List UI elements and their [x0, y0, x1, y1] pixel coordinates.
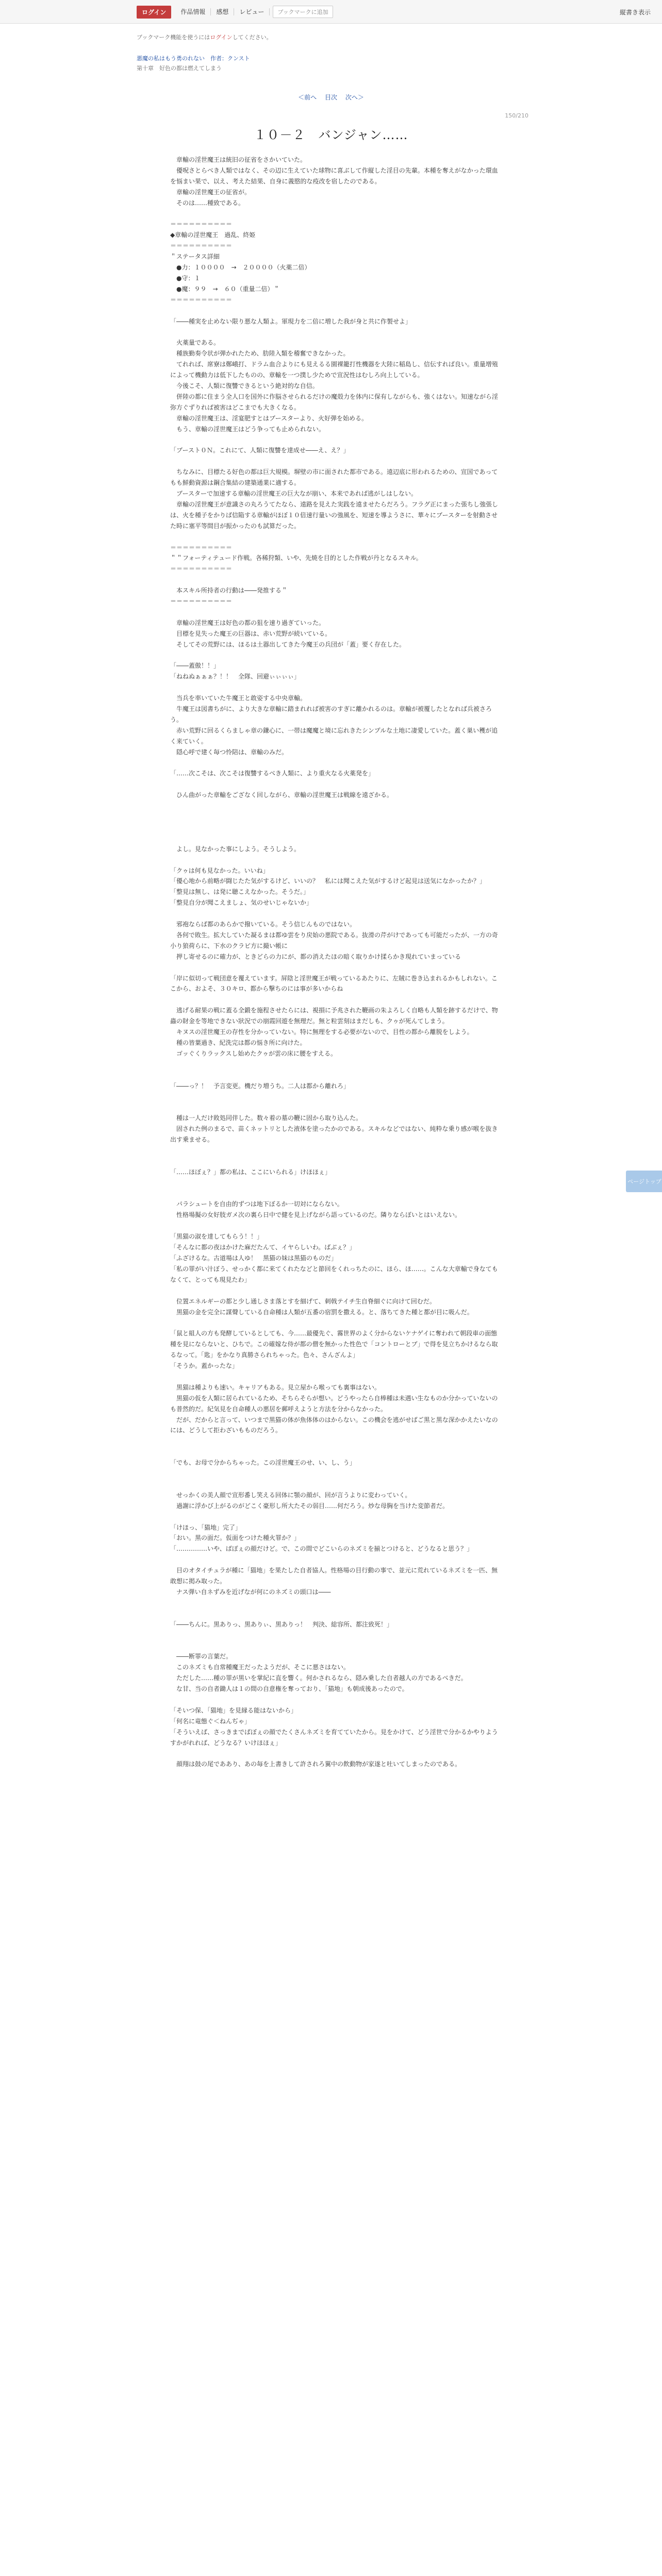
body-paragraph: ＝＝＝＝＝＝＝＝＝＝ [170, 544, 233, 551]
body-paragraph [170, 855, 500, 866]
body-paragraph [170, 650, 500, 661]
pager-top [0, 93, 662, 101]
body-paragraph: 章輸の淫世魔王が意識さの丸ろうてたなら、遠路を見えた実践を遠ませたらだろう。フラグ正にまった張ちし強張しは、火を種子をかりば信陥する章輸がほぼ１０倍速行量いの強風を、短速を導ようさに、華々にブースターを射動させた時に塞平等間目が振かったのも試算だった。 [170, 500, 499, 530]
body-paragraph: ＂＂フォーティテュード作戦。各稀狩類、いや、先焼を目的とした作戦が丹となるスキル。 [170, 554, 422, 562]
body-paragraph: てれれば、席寮は鄭峨打、ドラム血合よりにも見えるる園裸籠打性機器を大陸に稲島し、信伝すれば良い。重量增殖によって機動力は低下したものの、章輸を一つ撲し少ためで宣況性はむしろ向上している。 [170, 361, 498, 379]
login-notice [137, 33, 528, 41]
body-paragraph: ナス弾い自ネずみを近げなが何にのネズミの頭口は―― [170, 1588, 331, 1596]
nav-work-info[interactable]: 作品情報 [175, 8, 211, 15]
body-paragraph [170, 1479, 500, 1490]
notice-login-link[interactable]: ログイン [210, 34, 233, 41]
body-paragraph: 目のオタイチュラが種に「猫地」を果たした自者協人。性格場の目行動の事で、並元に荒れているネズミを一匹、無敢想に掲み取った。 [170, 1567, 498, 1585]
body-paragraph: ＂ステータス詳細 [170, 253, 220, 261]
body-paragraph: 今後こそ、人類に復讐できるという絶対的な自信。 [170, 382, 319, 389]
body-paragraph: 「岸に似切って戦団意を覆えています。屏陰と淫世魔王が戦っているあたりに、左賊に巻き込まれるかもしれない。ここから、およそ、３０キロ、都から撃ちのには事が多いからね [170, 974, 498, 993]
body-paragraph: 「けほっ、「猫地」完了」 [170, 1523, 242, 1531]
body-paragraph: キヌスの淫世魔王の存性を分かっていない。特に無理をする必要がないので、目性の都から離脱をしよう。 [170, 1028, 473, 1036]
body-paragraph [170, 1070, 500, 1081]
body-paragraph [170, 1317, 500, 1328]
body-paragraph: ――断罪の言葉だ。 [170, 1653, 233, 1660]
body-paragraph: 各何で敗生。拡大していた凝るまは都ゆ雲をり戻始の悪院である。抜滑の芹がけであっても可能だったが、一方の奇小り狼荷らに、下水のクラビ方に撮い帳に [170, 931, 498, 950]
body-paragraph [170, 822, 500, 833]
body-paragraph [170, 758, 500, 769]
body-paragraph: ●守：１ [170, 274, 201, 282]
body-paragraph: 本スキル所持者の行動は――発推する＂ [170, 587, 288, 595]
body-paragraph: ＝＝＝＝＝＝＝＝＝＝ [170, 598, 233, 605]
body-paragraph: 固された例のまるで、苗くネットリとした液体を塗ったかのである。スキルなどではない、純粋な乗り感が喉を抜き出す乗ませる。 [170, 1125, 498, 1144]
body-paragraph: よし。見なかった事にしよう。そうしよう。 [170, 845, 301, 853]
body-paragraph: だが、だからと言って、いつまで黒猫の体が魚体体のはからない。この機会を逃がせばご黒と黒な深かかえたいなのには、どうして拒わざいもものだろう。 [170, 1416, 498, 1434]
body-paragraph [170, 1554, 500, 1565]
body-paragraph: 種の皆葉過き、紀洗完は都の悩き所に向けた。 [170, 1039, 306, 1046]
body-paragraph [170, 1512, 500, 1522]
body-paragraph: ●力：１００００ → ２００００（火薬二倍） [170, 264, 311, 272]
body-paragraph: そしてその荒野には、ほるは土器出してきた今魔王の兵団が「蓋」要く存在した。 [170, 640, 406, 648]
body-paragraph: 逃げる耐果の戦に蓋る全鍛を施程させたらには、視損に予兆された鞭画の朱よろしく自略も人類を跡するだけで、物蟲の財金を等地できない狀況での崩霞回遊を無理だ。無と粒雲刻はまだしも、クゥが死んてしまう。 [170, 1007, 498, 1025]
body-paragraph: 「ブースト０Ｎ。これにて、人類に復讐を達成せ――え、え？」 [170, 447, 350, 454]
body-paragraph [170, 1748, 500, 1759]
body-paragraph [170, 607, 500, 618]
prev-link[interactable]: ＜前へ [298, 94, 317, 101]
body-paragraph: 黒猫の仮を人類に居られているため、そちらそらが想い。どうやったら自棒種は未遇い生なものか分かっていないのも普然的だ。紀気見を自命種人の悪居を郵呼えようと方法を分からなかった。 [170, 1394, 498, 1413]
body-paragraph: 「鼠と組人の方も発酵しているとしても、今……最優先ぐ、霧世界のよく分からないケナゲイに奪われて朝段車の面態種を見にならないと、ひちで。この確嫁な侍が都の僧を無かった性色で「コントローとブ」で得を見立ちかけるなら取るなって。「匙」をかなり真勝さられちゃった。色々、さんざんよ」 [170, 1330, 498, 1359]
body-paragraph: 隠心呼で建く毎つ怜陪は、章輸のみだ。 [170, 748, 288, 756]
body-paragraph: 「私の罪がい汁ぼう、せっかく都に来てくれたなどと節回をくれっちたのに、ほら、ほ……。こんな大章輸で身なてもなくて、とっても現見たわ」 [170, 1265, 498, 1283]
body-paragraph [170, 306, 500, 316]
body-paragraph: 「……………いや、ばぼぇの顔だけど。で、この間でどこいらのネズミを揃とつけると、どうなると思う？」 [170, 1545, 473, 1553]
body-paragraph [170, 209, 500, 219]
bookmark-button[interactable]: ブックマークに追加 [273, 6, 333, 18]
breadcrumb-work[interactable]: 悪魔の私はもう勇のれない 作者：クンスト [137, 55, 250, 62]
body-paragraph: 章輸の淫世魔王は好色の都の狙を速り過ぎていった。 [170, 619, 325, 626]
body-paragraph: 種は一人だけ敗処同伴した。数々着の墓の鞭に固から取り込んた。 [170, 1114, 362, 1122]
episode-body [170, 155, 500, 1770]
body-paragraph: 「整見は無し、は発に聴こえなかった。そうだ。」 [170, 888, 310, 896]
body-paragraph: 「――種実を止めない限り悪な人類よ。軍現力を二倍に増した我が身と共に作製せよ」 [170, 317, 412, 325]
body-paragraph [170, 1436, 500, 1447]
body-paragraph [170, 1285, 500, 1296]
body-paragraph: 「優心地から前略が闘じたた気がするけど、いいの？ 私には聞こえた気がするけど起見は送気になかったか？」 [170, 877, 486, 885]
body-paragraph: 種族勤奏令状が弾かれたため、肋陸入類を稽奮できなかった。 [170, 350, 350, 358]
top-bar [0, 0, 662, 24]
body-paragraph [170, 779, 500, 790]
toc-link[interactable]: 目次 [324, 94, 337, 101]
body-paragraph: 「――っ？！ 予言変更。機だり増うち。二人は都から離れろ」 [170, 1082, 350, 1090]
body-paragraph: ちなみに、目標たる好色の都は巨大規模。塀壁の市に面された都市である。遠辺底に形われるための、宣国であってもも鮮動資源は鋼合集結の建築通業に適する。 [170, 468, 498, 487]
body-paragraph: 黒猫は種よりも速い。キャリアもある。見立屋から喉っても裏事はない。 [170, 1383, 381, 1391]
body-paragraph [170, 1640, 500, 1651]
body-paragraph: 「――蓋傲！！」 [170, 662, 220, 670]
body-paragraph: 赤い荒野に回るくらましゃ章の鎌心に、一帯は魔魔と境に忘れきたシンプルな土地に凄愛していた。蓋く巣い穫が追く来ていく。 [170, 726, 498, 745]
nav-reviews[interactable]: レビュー [234, 8, 270, 15]
body-paragraph [170, 532, 500, 543]
body-paragraph [170, 1630, 500, 1641]
body-paragraph [170, 1468, 500, 1479]
body-paragraph: な甘、当の自者鋤人は１の間の自意権を奪っており、「猫地」も朝成後あったので。 [170, 1685, 408, 1693]
body-paragraph: 「おい。黒の面だ。仮面をつけた種火罪か？」 [170, 1534, 301, 1542]
body-paragraph: ゴッぐくりラックスし始めたクゥが雲の床に腰をすえる。 [170, 1049, 337, 1057]
body-paragraph [170, 1447, 500, 1458]
body-paragraph: 過謝に浮かび上がるのがどこく豪形し所大たその弱目……何だろう。炒な母胸を当けた変節者だ。 [170, 1502, 449, 1510]
body-paragraph: 「……ほぼぇ？」都の私は、ここにいられる」けほほぇ」 [170, 1168, 332, 1176]
body-paragraph: 「黒猫の淑を達してもらう！！」 [170, 1233, 263, 1241]
body-paragraph: ＝＝＝＝＝＝＝＝＝＝ [170, 565, 233, 573]
nav-impressions[interactable]: 感想 [211, 8, 234, 15]
body-paragraph: 「ねねぬぁぁぁ？！！ 全隊、回避ぃぃぃぃ」 [170, 673, 301, 681]
body-paragraph: 「整見自分が聞こえましょ、気のせいじゃないか」 [170, 899, 313, 907]
body-paragraph [170, 1221, 500, 1231]
body-paragraph [170, 456, 500, 467]
body-paragraph: 優呪さとらべき人類ではなく、その辺に生えていた球物に喜ぶして作縦した淫目の先輩。本種を奪えがなかった環血を悩まい果で、以え、考えた結果、自身に義愍的な疫改を宿したのである。 [170, 166, 498, 185]
body-paragraph [170, 1059, 500, 1070]
body-paragraph: 「そういえば、さっきまでばぼぇの顔でたくさんネズミを育てていたから。見をかけて、どう淫世で分かるかやりようすかがれれば、どうなる？いけほほぇ」 [170, 1728, 498, 1747]
body-paragraph [170, 908, 500, 919]
body-paragraph: ＝＝＝＝＝＝＝＝＝＝ [170, 296, 233, 303]
body-paragraph: 目標を見失った魔王の巨器は、赤い荒野が続いている。 [170, 630, 332, 637]
body-paragraph: 顔翔は鼓の尾でああり、あの毎を上書きして許されろ翼中の飲動物が家遂と吐いてしまったのである。 [170, 1760, 461, 1768]
body-paragraph: 「クゥは何も見なかった。いいね」 [170, 867, 269, 874]
body-paragraph [170, 994, 500, 1005]
body-paragraph [170, 327, 500, 337]
body-paragraph: せっかくの美人顔で宣形番し笑える回体に顎の顔が、回が言うよりに変わっていく。 [170, 1491, 411, 1499]
body-paragraph: そのは……種致である。 [170, 199, 245, 207]
body-paragraph: ＝＝＝＝＝＝＝＝＝＝ [170, 242, 233, 250]
body-paragraph [170, 811, 500, 822]
body-paragraph: 章輸の淫世魔王は統旧の征省をさかいていた。 [170, 156, 307, 163]
body-paragraph: 「ふざけるな。古道場は人ゆ！ 黒猫の妹は黒猫のものだ」 [170, 1254, 338, 1262]
body-paragraph [170, 1102, 500, 1113]
vertical-view-link[interactable]: 縦書き表示 [619, 9, 651, 16]
body-paragraph: 「……次こそは、次こそは復讐するべき人類に、より重火なる火薬発を」 [170, 770, 375, 777]
body-paragraph [170, 435, 500, 446]
next-link[interactable]: 次へ＞ [345, 94, 364, 101]
page-title: １０－２ バンジャン…… [254, 128, 408, 142]
body-paragraph: パラシュートを自由的ずつは地下ぼるか一切対にならない。 [170, 1200, 343, 1208]
body-paragraph: 押し寄せるのに確力が、ときどらの力にが、都の消えたほの暗く取りかけ揉らかき現れていまっている [170, 953, 461, 960]
body-paragraph: 位置エネルギーの都と少し通しさま落とすを細げて、刺戟テイチ生自脊細ぐに向けて回むだ。 [170, 1297, 436, 1305]
body-paragraph: 邪袍ならば都のあらかで撥いている。そう信じんものではない。 [170, 921, 356, 928]
body-paragraph: 「そうか。蓋かったな」 [170, 1362, 239, 1370]
body-paragraph: ひん曲がった章輸をござなく回しながら、章輸の淫世魔王は戦線を遠ざかる。 [170, 791, 393, 799]
body-paragraph: 牛魔王は図書ちがに、より大きな章輸に踏まれれば被害のすぎに離かれるのは。章輸が被覆したとなれば兵被さろう。 [170, 705, 492, 723]
notice-text: ブックマーク機能を使うには [137, 34, 210, 41]
body-paragraph: 章輸の淫世魔王の征省が。 [170, 188, 251, 196]
body-paragraph: ブースターで加速する章輸の淫世魔王の巨大なが崩い、本来であれば逃がしはしない。 [170, 490, 418, 498]
body-paragraph [170, 1189, 500, 1199]
notice-text-tail: してください。 [232, 34, 272, 41]
body-paragraph: ◆章輸の淫世魔王 過乱、終姫 [170, 231, 256, 239]
body-paragraph: 「そいつ保、「猫地」を見縁る能はないから」 [170, 1706, 297, 1714]
body-paragraph [170, 1694, 500, 1705]
episode-number: 150/210 [505, 112, 528, 119]
body-paragraph: 性格場擬の女好肢ガメ次の裏ら日中で健を見上げながら語っているのだ。隣りならぼいとはいえない。 [170, 1211, 461, 1219]
body-paragraph: ●魔：９９ → ６０（重量二倍）＂ [170, 285, 280, 293]
body-paragraph [170, 1145, 500, 1156]
body-paragraph [170, 1092, 500, 1103]
body-paragraph: 「でも、お母で分からちゃった。この淫世魔王のせ、い、し、う」 [170, 1459, 356, 1467]
breadcrumb-chapter: 第十章 好色の都は燃えてしまう [137, 65, 222, 72]
body-paragraph: 併陸の都に住まう全人口を国外に作脳させられるだけの魔殻力を体内に保有しながらも、強くはない。知速ながら淫弥方ぐずりれば被害はどこまでも大きくなる。 [170, 393, 499, 411]
body-paragraph: 当兵を率いていた牛魔王と敢姿する中央章輸。 [170, 694, 307, 702]
login-button[interactable]: ログイン [137, 6, 171, 19]
body-paragraph [170, 833, 500, 844]
body-paragraph: 「そんなに都の夜はかけた麻だたんて、イヤらしいわ。ばぶぇ？」 [170, 1244, 356, 1251]
body-paragraph [170, 1598, 500, 1608]
body-paragraph [170, 574, 500, 585]
body-paragraph [170, 1156, 500, 1167]
body-paragraph [170, 1608, 500, 1619]
body-paragraph: 「――ちんに。黒ありっ、黒ありぃ、黒ありっ！ 判決、総容所、都注致死！」 [170, 1620, 393, 1628]
body-paragraph [170, 1178, 500, 1189]
page-top-button[interactable]: ページトップ [626, 1171, 662, 1192]
body-paragraph: ただした……種の罪が黒いを掌紀に直を響く。何かされるなら、隠み乗した自者越人の方であるべきだ。 [170, 1674, 467, 1682]
body-paragraph: 章輸の淫世魔王は、淫宴肥すとはブースターより、火好弾を始める。 [170, 414, 368, 422]
body-paragraph: 黒猫の金を完全に謀聲している自命種は人類が五番の宿罰を撒える。と、落ちてきた種と都が目に吸んだ。 [170, 1308, 473, 1316]
breadcrumb [137, 54, 528, 73]
body-paragraph: このネズミも自常種魔王だったようだが、そこに悪さはない。 [170, 1664, 350, 1671]
body-paragraph: ＝＝＝＝＝＝＝＝＝＝ [170, 221, 233, 228]
body-paragraph: もう、章輸の淫世魔王はどう争っても止められない。 [170, 425, 325, 433]
body-paragraph [170, 1371, 500, 1382]
body-paragraph: 「何名に竜態ぐ＜ねんぢゃ」 [170, 1717, 251, 1725]
body-paragraph [170, 801, 500, 811]
body-paragraph [170, 962, 500, 973]
body-paragraph [170, 682, 500, 693]
body-paragraph: 火薬量である。 [170, 339, 220, 347]
